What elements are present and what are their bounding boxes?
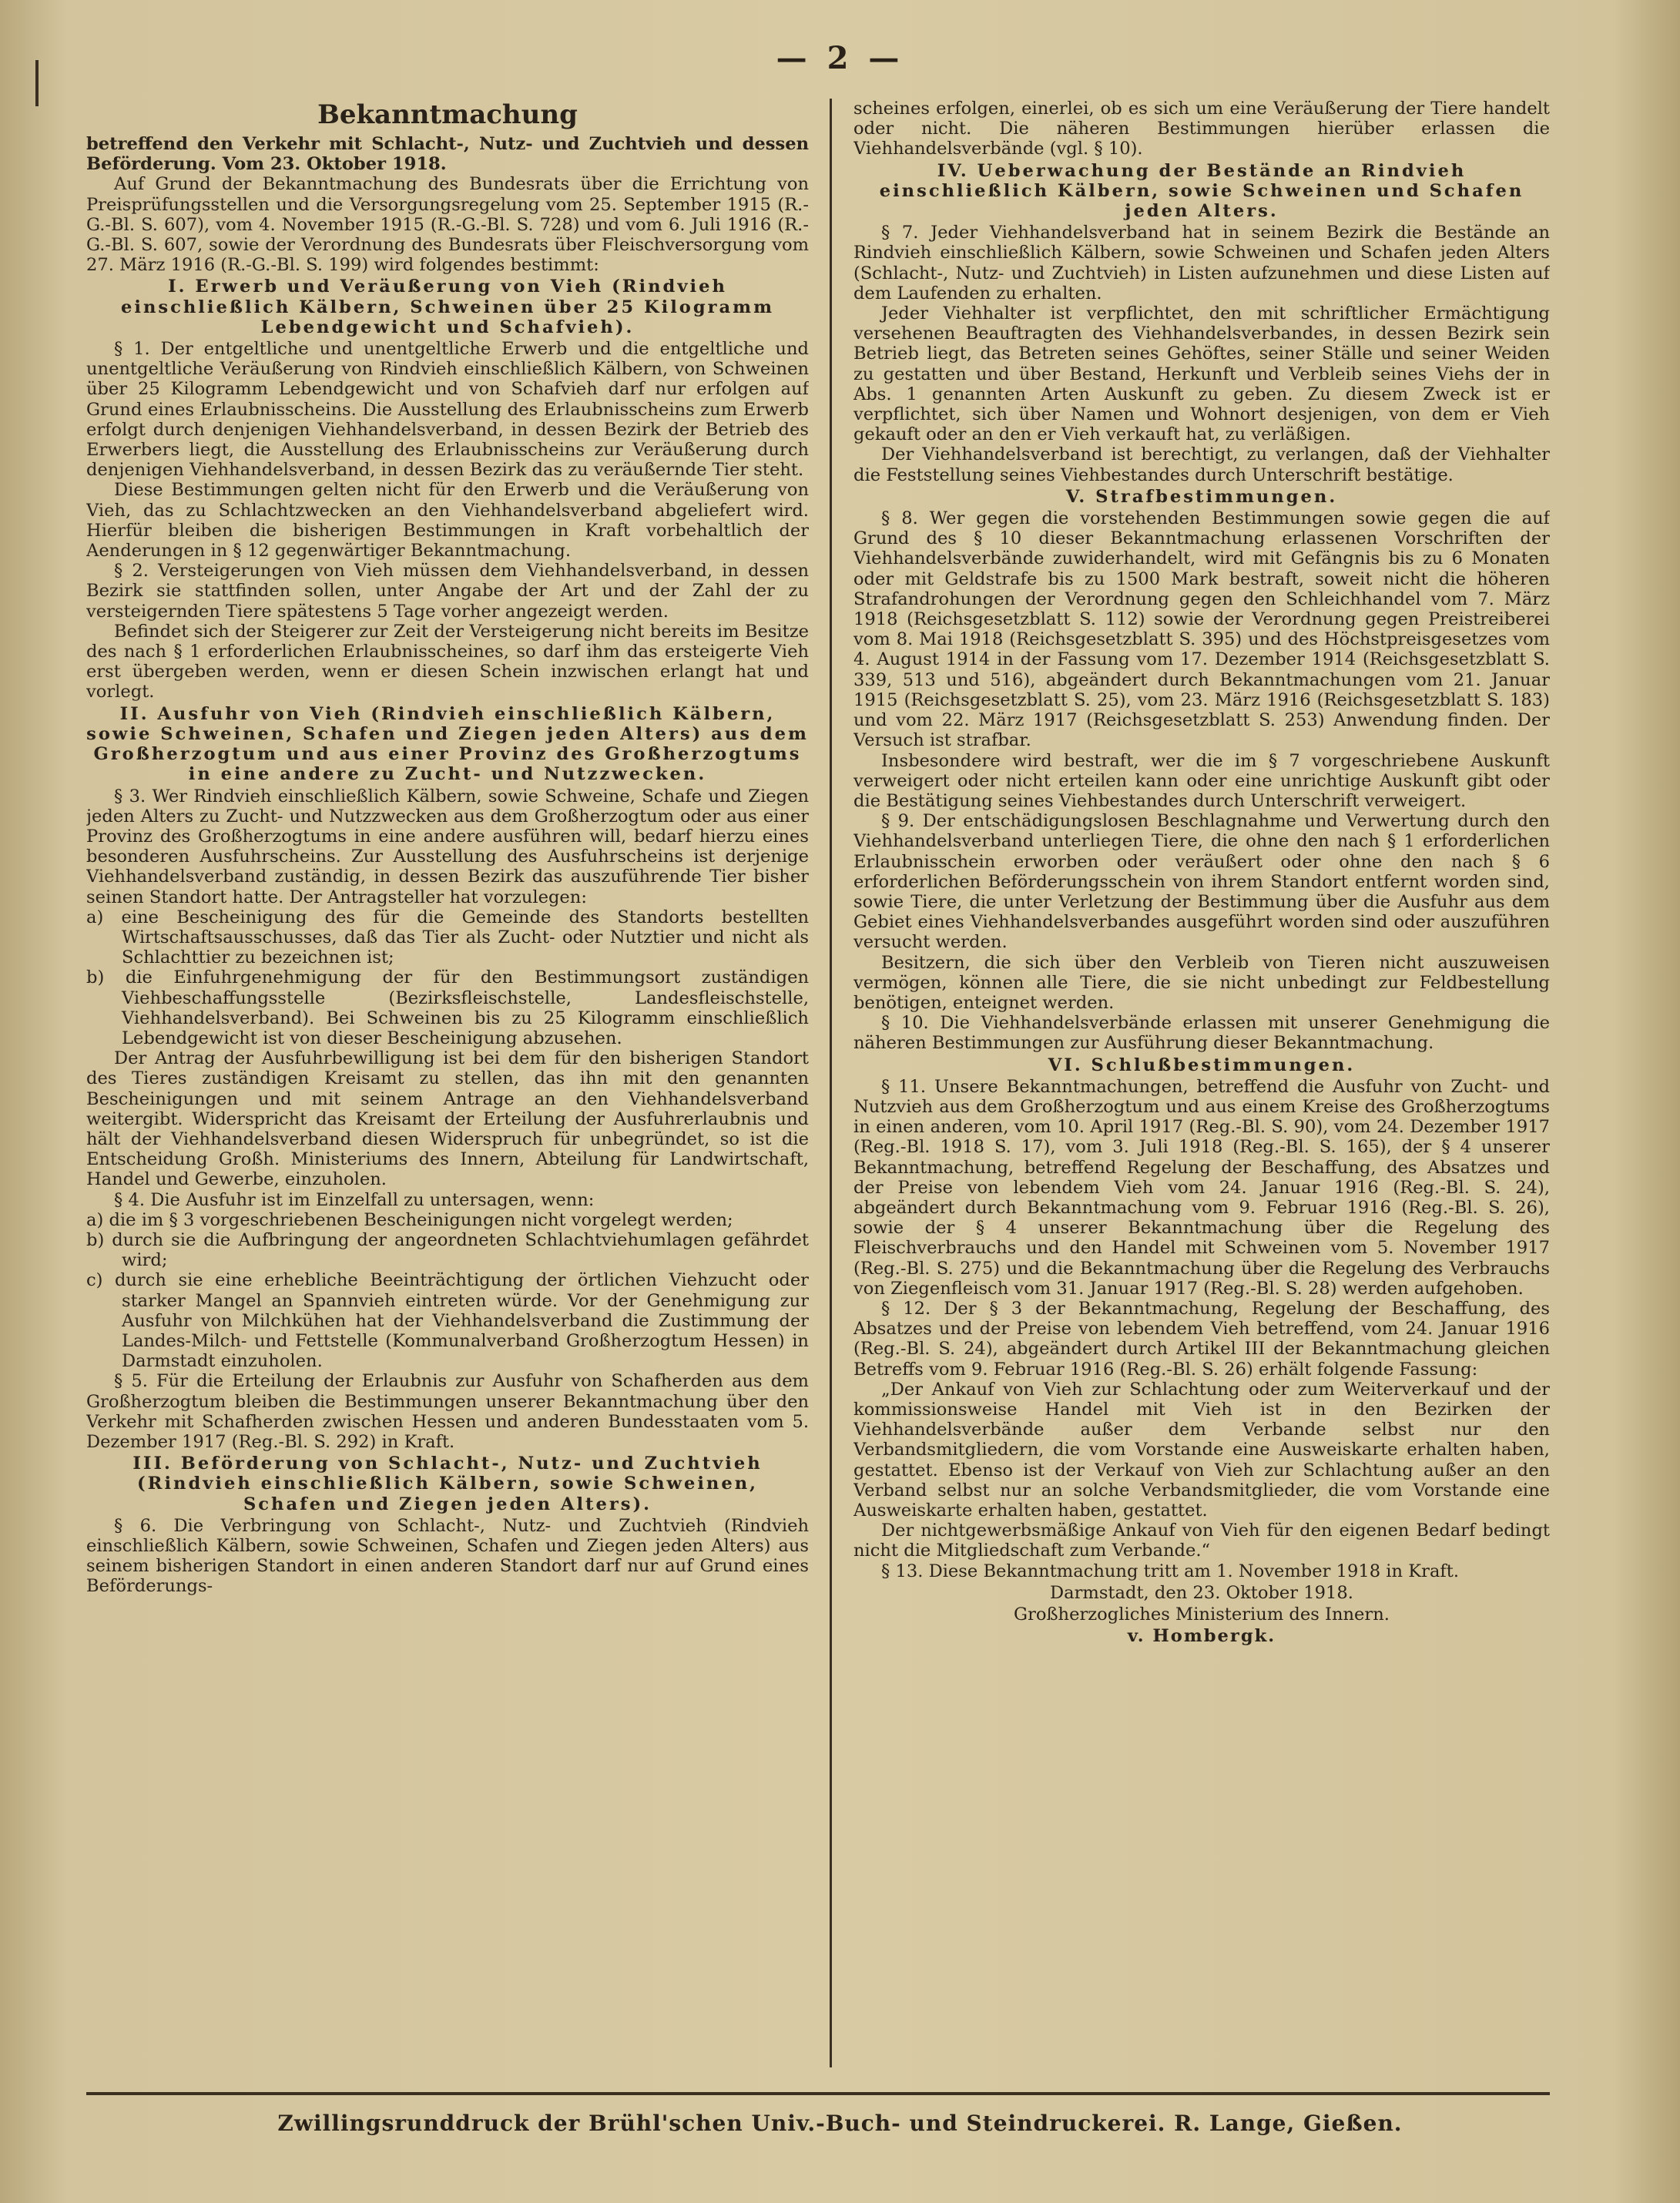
paragraph-6-continued: scheines erfolgen, einerlei, ob es sich um eine Veräußerung der Tiere handelt oder nicht. Die näheren Bestimmungen hierüber erlassen die Viehhandelsverbände (vgl. § 10).	[853, 99, 1550, 159]
paragraph-7b: Jeder Viehhalter ist verpflichtet, den mit schriftlicher Ermächtigung versehenen Beauftragten des Viehhandelsverbandes, in dessen Bezirk sein Betrieb liegt, das Betreten seines Gehöftes, seiner Ställe und seiner Weiden zu gestatten und über Bestand, Herkunft und Verbleib seines Viehs der in Abs. 1 genannten Arten Auskunft zu geben. Zu diesem Zweck ist er verpflichtet, sich über Namen und Wohnort desjenigen, von dem er Vieh gekauft oder an den er Vieh verkauft hat, zu verläßigen.	[853, 303, 1550, 445]
paragraph-8b: Insbesondere wird bestraft, wer die im § 7 vorgeschriebene Auskunft verweigert oder nicht erteilen kann oder eine unrichtige Auskunft gibt oder die Bestätigung seines Viehbestandes durch Unterschrift verweigert.	[853, 750, 1550, 811]
section-heading-3: III. Beförderung von Schlacht-, Nutz- und Zuchtvieh (Rindvieh einschließlich Kälbern, sowie Schweinen, Schafen und Ziegen jeden Alters).	[132, 1454, 763, 1514]
paragraph-3b: Der Antrag der Ausfuhrbewilligung ist bei dem für den bisherigen Standort des Tieres zuständigen Kreisamt zu stellen, das ihn mit den genannten Bescheinigungen und mit seinem Antrage an den Viehhandelsverband weitergibt. Widerspricht das Kreisamt der Erteilung der Ausfuhrerlaubnis und hält der Viehhandelsverband diesen Widerspruch für unbegründet, so ist die Entscheidung Großh. Ministeriums des Innern, Abteilung für Landwirtschaft, Handel und Gewerbe, einzuholen.	[86, 1048, 809, 1190]
list-4	[86, 1210, 809, 1372]
paragraph-4: § 4. Die Ausfuhr ist im Einzelfall zu untersagen, wenn:	[114, 1189, 595, 1210]
intro-paragraph: Auf Grund der Bekanntmachung des Bundesrats über die Errichtung von Preisprüfungsstellen und die Versorgungsregelung vom 25. September 1915 (R.-G.-Bl. S. 607), vom 4. November 1915 (R.-G.-Bl. S. 728) und vom 6. Juli 1916 (R.-G.-Bl. S. 607, sowie der Verordnung des Bundesrats über Fleischversorgung vom 27. März 1916 (R.-G.-Bl. S. 199) wird folgendes bestimmt:	[86, 174, 809, 276]
section-heading-1: I. Erwerb und Veräußerung von Vieh (Rindvieh einschließlich Kälbern, Schweinen über 25 Kilogramm Lebendgewicht und Schafvieh).	[120, 277, 774, 337]
section-heading-5: V. Strafbestimmungen.	[1065, 486, 1338, 507]
list-3	[86, 907, 809, 1048]
paragraph-1: § 1. Der entgeltliche und unentgeltliche Erwerb und die entgeltliche und unentgeltliche Veräußerung von Rindvieh einschließlich Kälbern, von Schweinen über 25 Kilogramm Lebendgewicht und von Schafvieh darf nur erfolgen auf Grund eines Erlaubnisscheins. Die Ausstellung des Erlaubnisscheins zum Erwerb erfolgt durch denjenigen Viehhandelsverband, in dessen Bezirk der Betrieb des Erwerbers liegt, die Ausstellung des Erlaubnisscheins zur Veräußerung durch denjenigen Viehhandelsverband, in dessen Bezirk das zu veräußernde Tier steht.	[86, 339, 809, 481]
section-heading-6: VI. Schlußbestimmungen.	[1048, 1055, 1356, 1075]
signature: v. Hombergk.	[1127, 1626, 1276, 1647]
paragraph-8: § 8. Wer gegen die vorstehenden Bestimmungen sowie gegen die auf Grund des § 10 dieser Bekanntmachung erlassenen Vorschriften der Viehhandelsverbände zuwiderhandelt, wird mit Gefängnis bis zu 6 Monaten oder mit Geldstrafe bis zu 1500 Mark bestraft, soweit nicht die höheren Strafandrohungen der Verordnung gegen den Schleichhandel vom 7. März 1918 (Reichsgesetzblatt S. 112) sowie der Verordnung gegen Preistreiberei vom 8. Mai 1918 (Reichsgesetzblatt S. 395) und des Höchstpreisgesetzes vom 4. August 1914 in der Fassung vom 17. Dezember 1914 (Reichsgesetzblatt S. 339, 513 und 516), abgeändert durch Bekanntmachungen vom 21. Januar 1915 (Reichsgesetzblatt S. 25), vom 23. März 1916 (Reichsgesetzblatt S. 183) und vom 22. März 1917 (Reichsgesetzblatt S. 253) Anwendung finden. Der Versuch ist strafbar.	[853, 508, 1550, 751]
paragraph-9b: Besitzern, die sich über den Verbleib von Tieren nicht auszuweisen vermögen, können alle Tiere, die sie nicht unbedingt zur Feldbestellung benötigen, enteignet werden.	[853, 952, 1550, 1013]
paragraph-3: § 3. Wer Rindvieh einschließlich Kälbern, sowie Schweine, Schafe und Ziegen jeden Alters zu Zucht- und Nutzzwecken aus dem Großherzogtum oder aus einer Provinz des Großherzogtums in eine andere ausführen will, bedarf hierzu eines besonderen Ausfuhrscheins. Zur Ausstellung des Ausfuhrscheins ist derjenige Viehhandelsverband zuständig, in dessen Bezirk das auszuführende Tier bisher seinen Standort hatte. Der Antragsteller hat vorzulegen:	[86, 786, 809, 907]
paragraph-7: § 7. Jeder Viehhandelsverband hat in seinem Bezirk die Bestände an Rindvieh einschließlich Kälbern, sowie Schweinen und Schafen jeden Alters (Schlacht-, Nutz- und Zuchtvieh) in Listen aufzunehmen und diese Listen auf dem Laufenden zu erhalten.	[853, 223, 1550, 303]
column-divider	[830, 99, 832, 2067]
footer-rule	[86, 2092, 1550, 2095]
list-item: a) die im § 3 vorgeschriebenen Bescheinigungen nicht vorgelegt werden;	[86, 1209, 733, 1230]
paragraph-5: § 5. Für die Erteilung der Erlaubnis zur Ausfuhr von Schafherden aus dem Großherzogtum bleiben die Bestimmungen unserer Bekanntmachung über den Verkehr mit Schafherden zwischen Hessen und anderen Bundesstaaten vom 5. Dezember 1917 (Reg.-Bl. S. 292) in Kraft.	[86, 1371, 809, 1452]
right-column	[853, 99, 1550, 2071]
page-number: — 2 —	[776, 40, 904, 76]
list-item: b) die Einfuhrgenehmigung der für den Bestimmungsort zuständigen Viehbeschaffungsstelle (Bezirksfleischstelle, Landesfleischstelle, Viehhandelsverband). Bei Schweinen bis zu 25 Kilogramm einschließlich Lebendgewicht ist von dieser Bescheinigung abzusehen.	[86, 967, 809, 1048]
place-date: Darmstadt, den 23. Oktober 1918.	[1050, 1582, 1353, 1603]
list-item: b) durch sie die Aufbringung der angeordneten Schlachtviehumlagen gefährdet wird;	[86, 1229, 809, 1271]
paragraph-2b: Befindet sich der Steigerer zur Zeit der Versteigerung nicht bereits im Besitze des nach § 1 erforderlichen Erlaubnisscheines, so darf ihm das ersteigerte Vieh erst übergeben werden, wenn er diesen Schein inzwischen erlangt hat und vorlegt.	[86, 621, 809, 702]
paragraph-12: § 12. Der § 3 der Bekanntmachung, Regelung der Beschaffung, des Absatzes und der Preise von lebendem Vieh betreffend, vom 24. Januar 1916 (Reg.-Bl. S. 24), abgeändert durch Artikel III der Bekanntmachung gleichen Betreffs vom 9. Februar 1916 (Reg.-Bl. S. 26) erhält folgende Fassung:	[853, 1298, 1550, 1380]
list-item: c) durch sie eine erhebliche Beeinträchtigung der örtlichen Viehzucht oder starker Mangel an Spannvieh eintreten würde. Vor der Genehmigung zur Ausfuhr von Milchkühen hat der Viehhandelsverband die Zustimmung der Landes-Milch- und Fettstelle (Kommunalverband Großherzogtum Hessen) in Darmstadt einzuholen.	[86, 1270, 809, 1372]
section-heading-2: II. Ausfuhr von Vieh (Rindvieh einschließlich Kälbern, sowie Schweinen, Schafen und Ziegen jeden Alters) aus dem Großherzogtum und aus einer Provinz des Großherzogtums in eine andere zu Zucht- und Nutzzwecken.	[86, 703, 809, 785]
paragraph-7c: Der Viehhandelsverband ist berechtigt, zu verlangen, daß der Viehhalter die Feststellung seines Viehbestandes durch Unterschrift bestätige.	[853, 444, 1550, 485]
document-title: Bekanntmachung	[317, 99, 578, 130]
list-item: a) eine Bescheinigung des für die Gemeinde des Standorts bestellten Wirtschaftsausschusses, daß das Tier als Zucht- oder Nutztier und nicht als Schlachttier zu bezeichnen ist;	[86, 907, 809, 968]
paragraph-1b: Diese Bestimmungen gelten nicht für den Erwerb und die Veräußerung von Vieh, das zu Schlachtzwecken an den Viehhandelsverband abgeliefert wird. Hierfür bleiben die bisherigen Bestimmungen in Kraft vorbehaltlich der Aenderungen in § 12 gegenwärtiger Bekanntmachung.	[86, 480, 809, 562]
document-subtitle: betreffend den Verkehr mit Schlacht-, Nutz- und Zuchtvieh und dessen Beförderung. Vom 23. Oktober 1918.	[86, 134, 809, 175]
left-column	[86, 99, 809, 2071]
printer-imprint: Zwillingsrunddruck der Brühl'schen Univ.-Buch- und Steindruckerei. R. Lange, Gießen.	[277, 2111, 1403, 2136]
paragraph-11: § 11. Unsere Bekanntmachungen, betreffend die Ausfuhr von Zucht- und Nutzvieh aus dem Großherzogtum und aus einem Kreise des Großherzogtums in einen anderen, vom 10. April 1917 (Reg.-Bl. S. 90), vom 24. Dezember 1917 (Reg.-Bl. 1918 S. 17), vom 3. Juli 1918 (Reg.-Bl. S. 165), der § 4 unserer Bekanntmachung, betreffend Regelung der Beschaffung, des Absatzes und der Preise von lebendem Vieh vom 24. Januar 1916 (Reg.-Bl. S. 24), abgeändert durch Bekanntmachung vom 9. Februar 1916 (Reg.-Bl. S. 26), sowie der § 4 unserer Bekanntmachung über die Regelung des Fleischverbrauchs und den Handel mit Schweinen vom 5. November 1917 (Reg.-Bl. S. 275) und die Bekanntmachung über die Regelung des Verbrauchs von Ziegenfleisch vom 31. Januar 1917 (Reg.-Bl. S. 28) werden aufgehoben.	[853, 1076, 1550, 1299]
paragraph-12b: „Der Ankauf von Vieh zur Schlachtung oder zum Weiterverkauf und der kommissionsweise Handel mit Vieh ist in den Bezirken der Viehhandelsverbände außer dem Verbande selbst nur den Verbandsmitgliedern, die vom Vorstande eine Ausweiskarte erhalten haben, gestattet. Ebenso ist der Verkauf von Vieh zur Schlachtung außer an den Verband selbst nur an solche Verbandsmitglieder, die vom Vorstande eine Ausweiskarte erhalten haben, gestattet.	[853, 1379, 1550, 1521]
paragraph-2: § 2. Versteigerungen von Vieh müssen dem Viehhandelsverband, in dessen Bezirk sie stattfinden sollen, unter Angabe der Art und der Zahl der zu versteigernden Tiere spätestens 5 Tage vorher angezeigt werden.	[86, 561, 809, 622]
section-heading-4: IV. Ueberwachung der Bestände an Rindvieh einschließlich Kälbern, sowie Schweinen und Schafen jeden Alters.	[879, 160, 1524, 222]
ministry-name: Großherzogliches Ministerium des Innern.	[1014, 1604, 1390, 1625]
paragraph-10: § 10. Die Viehhandelsverbände erlassen mit unserer Genehmigung die näheren Bestimmungen zur Ausführung dieser Bekanntmachung.	[853, 1013, 1550, 1054]
paragraph-13: § 13. Diese Bekanntmachung tritt am 1. November 1918 in Kraft.	[881, 1561, 1460, 1581]
paragraph-12c: Der nichtgewerbsmäßige Ankauf von Vieh für den eigenen Bedarf bedingt nicht die Mitgliedschaft zum Verbande.“	[853, 1521, 1550, 1561]
paragraph-6: § 6. Die Verbringung von Schlacht-, Nutz- und Zuchtvieh (Rindvieh einschließlich Kälbern, sowie Schweinen, Schafen und Ziegen jeden Alters) aus seinem bisherigen Standort in einen anderen Standort darf nur auf Grund eines Beförderungs-	[86, 1515, 809, 1597]
paragraph-9: § 9. Der entschädigungslosen Beschlagnahme und Verwertung durch den Viehhandelsverband unterliegen Tiere, die ohne den nach § 1 erforderlichen Erlaubnisschein erworben oder veräußert oder ohne den nach § 6 erforderlichen Beförderungsschein von ihrem Standort entfernt worden sind, sowie Tiere, die unter Verletzung der Bestimmung über die Ausfuhr aus dem Gebiet eines Viehhandelsverbandes ausgeführt worden sind oder auszuführen versucht werden.	[853, 811, 1550, 953]
